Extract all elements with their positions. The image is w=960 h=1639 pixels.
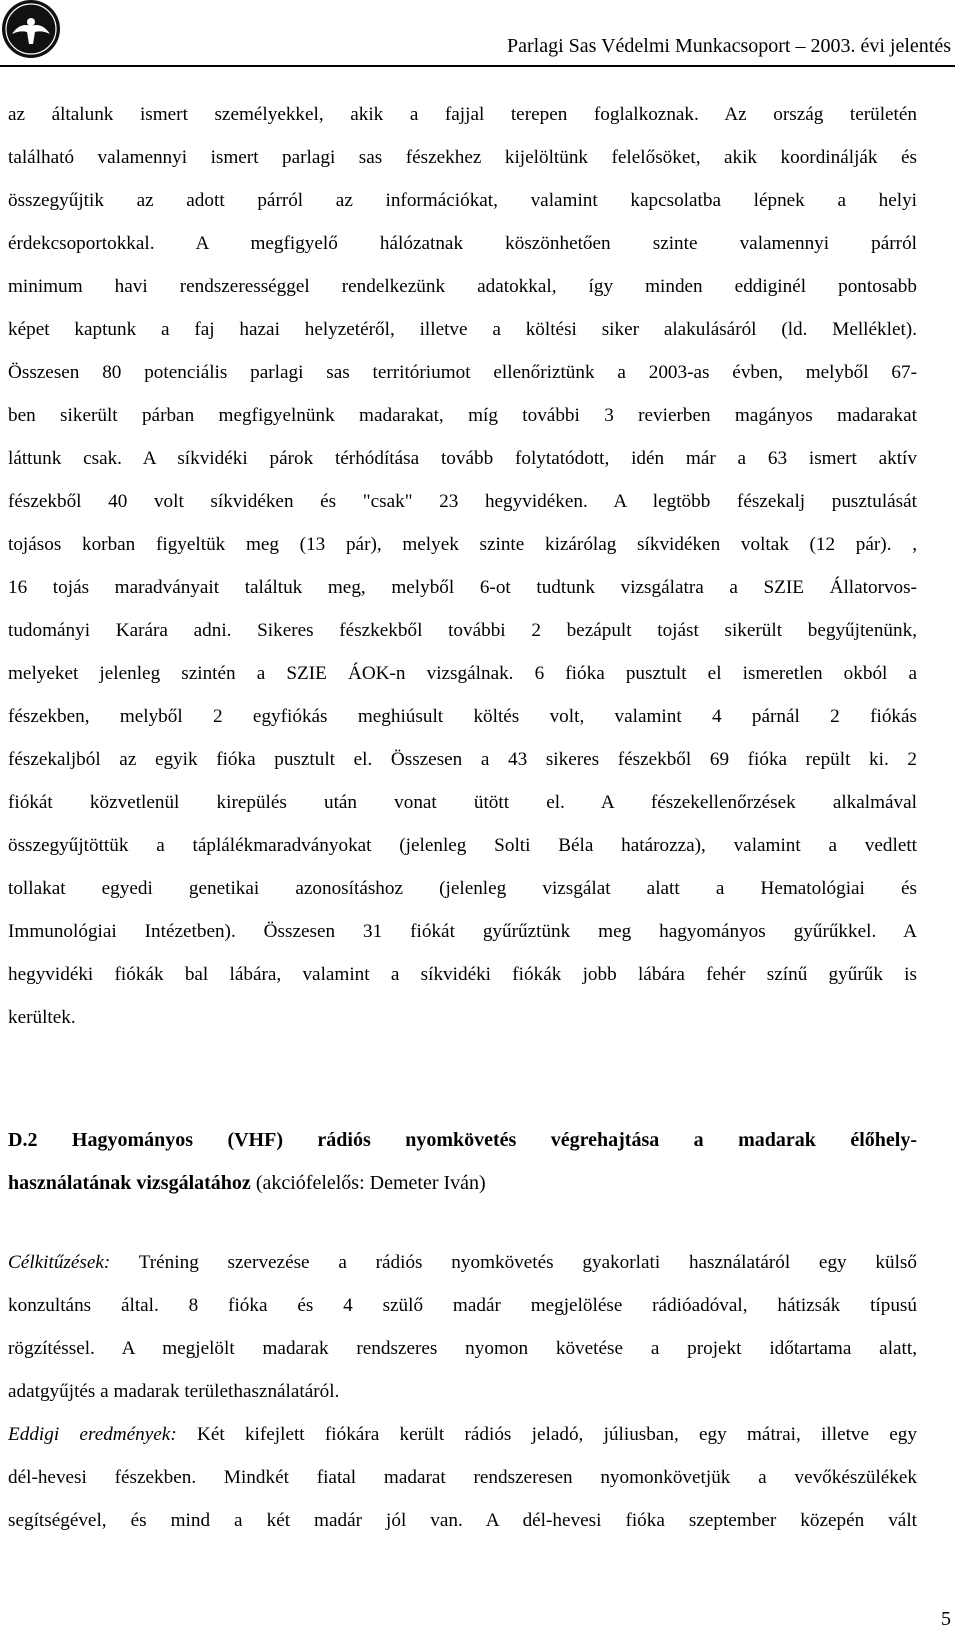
- header-title: Parlagi Sas Védelmi Munkacsoport – 2003. évi jelentés: [507, 35, 951, 57]
- header-rule: [0, 65, 955, 67]
- body-line: minimum havi rendszerességgel rendelkezünk adatokkal, így minden eddiginél pontosabb: [8, 276, 917, 297]
- body-line: található valamennyi ismert parlagi sas fészekhez kijelöltünk felelősöket, akik koordinálják és: [8, 147, 917, 168]
- page-number: 5: [941, 1608, 951, 1630]
- objectives-line: konzultáns által. 8 fióka és 4 szülő madár megjelölése rádióadóval, hátizsák típusú: [8, 1295, 917, 1316]
- body-line: tollakat egyedi genetikai azonosításhoz (jelenleg vizsgálat alatt a Hematológiai és: [8, 878, 917, 899]
- results-text: Két kifejlett fiókára került rádiós jeladó, júliusban, egy mátrai, illetve egy: [176, 1424, 917, 1445]
- eagle-logo-icon: [2, 0, 60, 58]
- body-line: érdekcsoportokkal. A megfigyelő hálózatnak köszönhetően szinte valamennyi párról: [8, 233, 917, 254]
- body-line: melyeket jelenleg szintén a SZIE ÁOK-n vizsgálnak. 6 fióka pusztult el ismeretlen okból a: [8, 663, 917, 684]
- body-line: Immunológiai Intézetben). Összesen 31 fiókát gyűrűztünk meg hagyományos gyűrűkkel. A: [8, 921, 917, 942]
- body-line: fészekben, melyből 2 egyfiókás meghiúsult költés volt, valamint 4 párnál 2 fiókás: [8, 706, 917, 727]
- body-line: fészekből 40 volt síkvidéken és "csak" 23 hegyvidéken. A legtöbb fészekalj pusztulását: [8, 491, 917, 512]
- body-line: összegyűjtik az adott párról az információkat, valamint kapcsolatba lépnek a helyi: [8, 190, 917, 211]
- objectives-line: rögzítéssel. A megjelölt madarak rendszeres nyomon követése a projekt időtartama alatt,: [8, 1338, 917, 1359]
- body-line: képet kaptunk a faj hazai helyzetéről, illetve a költési siker alakulásáról (ld. Melléklet).: [8, 319, 917, 340]
- results-line: [8, 1423, 917, 1447]
- body-line: kerültek.: [8, 1007, 76, 1028]
- objectives-line: [8, 1251, 917, 1275]
- section-heading-bold: használatának vizsgálatához: [8, 1172, 251, 1194]
- body-line: tudományi Karára adni. Sikeres fészkekből további 2 bezápult tojást sikerült begyűjtenünk,: [8, 620, 917, 641]
- body-line: Összesen 80 potenciális parlagi sas territóriumot ellenőriztünk a 2003-as évben, melyből 67-: [8, 362, 917, 383]
- results-line: dél-hevesi fészekben. Mindkét fiatal madarat rendszeresen nyomonkövetjük a vevőkészülékek: [8, 1467, 917, 1488]
- body-line: 16 tojás maradványait találtuk meg, melyből 6-ot tudtunk vizsgálatra a SZIE Állatorvos-: [8, 577, 917, 598]
- section-heading-line1: D.2 Hagyományos (VHF) rádiós nyomkövetés végrehajtása a madarak élőhely-: [8, 1129, 917, 1151]
- body-line: tojásos korban figyeltük meg (13 pár), melyek szinte kizárólag síkvidéken voltak (12 pár). ,: [8, 534, 917, 555]
- results-line: segítségével, és mind a két madár jól van. A dél-hevesi fióka szeptember közepén vált: [8, 1510, 917, 1531]
- body-line: ben sikerült párban megfigyelnünk madarakat, míg további 3 revierben magányos madarakat: [8, 405, 917, 426]
- objectives-line: adatgyűjtés a madarak területhasználatáról.: [8, 1381, 340, 1402]
- body-line: fiókát közvetlenül kirepülés után vonat ütött el. A fészekellenőrzések alkalmával: [8, 792, 917, 813]
- body-line: láttunk csak. A síkvidéki párok térhódítása tovább folytatódott, idén már a 63 ismert aktív: [8, 448, 917, 469]
- body-line: összegyűjtöttük a táplálékmaradványokat (jelenleg Solti Béla határozza), valamint a vedlett: [8, 835, 917, 856]
- objectives-text: Tréning szervezése a rádiós nyomkövetés gyakorlati használatáról egy külső: [110, 1252, 917, 1273]
- results-label: Eddigi eredmények:: [8, 1424, 177, 1445]
- objectives-label: Célkitűzések:: [8, 1252, 111, 1273]
- section-heading-line2: [8, 1171, 917, 1195]
- body-line: az általunk ismert személyekkel, akik a fajjal terepen foglalkoznak. Az ország területén: [8, 104, 917, 125]
- section-responsible: (akciófelelős: Demeter Iván): [250, 1172, 486, 1194]
- body-line: fészekaljból az egyik fióka pusztult el. Összesen a 43 sikeres fészekből 69 fióka repült ki. 2: [8, 749, 917, 770]
- body-line: hegyvidéki fiókák bal lábára, valamint a síkvidéki fiókák jobb lábára fehér színű gyűrűk is: [8, 964, 917, 985]
